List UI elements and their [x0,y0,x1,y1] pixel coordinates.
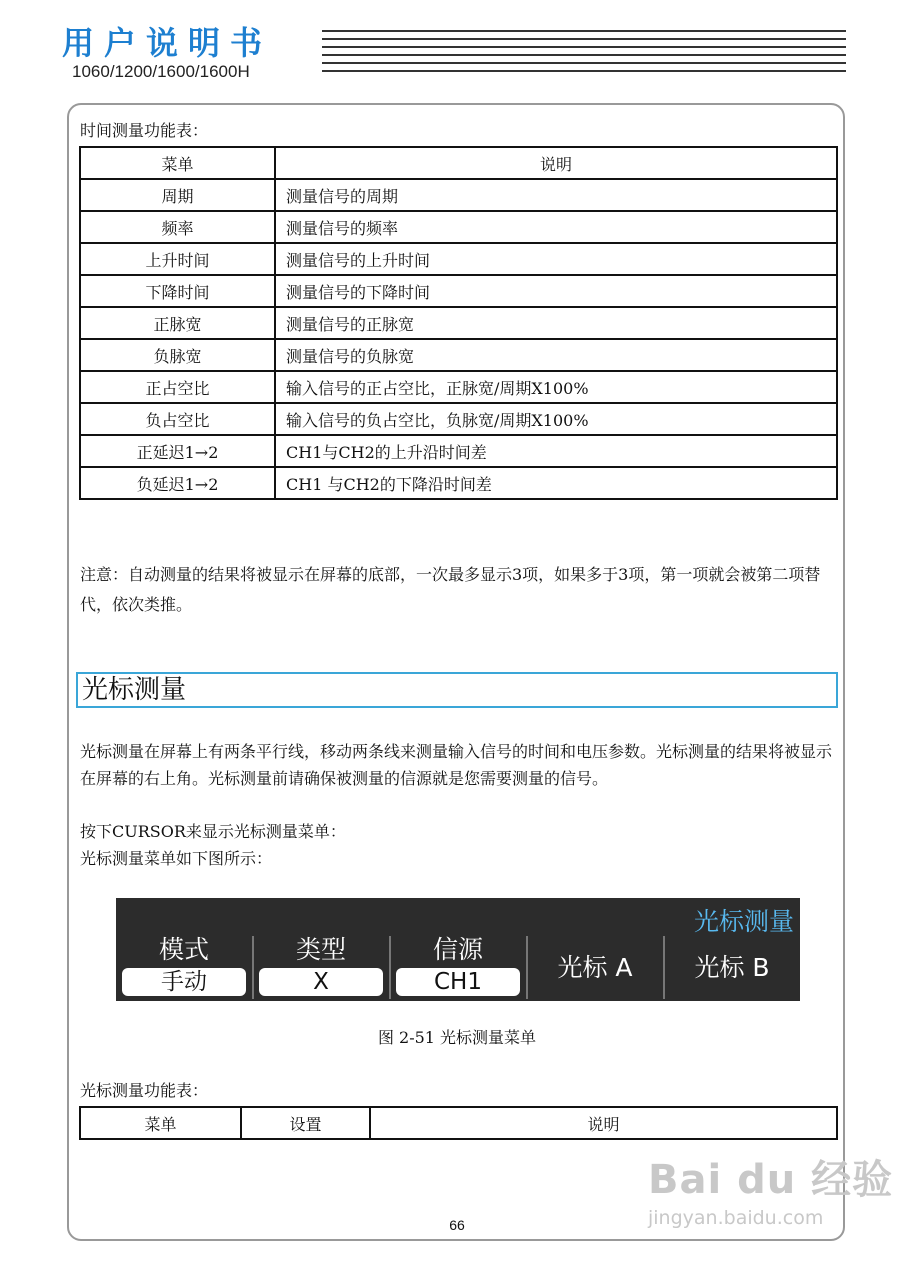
menu-item-label: 光标 B [694,953,770,982]
menu-separator [252,936,254,999]
header-title: 用户说明书 [62,24,273,62]
menu-item-cursor-a [529,936,661,999]
menu-item-value: 手动 [122,968,246,996]
menu-item-source [392,936,524,999]
table-cell: 正延迟1→2 [80,435,275,467]
menu-item-label: 光标 A [557,953,633,982]
table-row [80,275,837,307]
table-header-row [80,147,837,179]
cursor-press-instruction: 按下CURSOR来显示光标测量菜单： [80,822,346,841]
table-cell: 负延迟1→2 [80,467,275,499]
table-header-cell: 菜单 [80,1107,241,1139]
table-header-row [80,1107,837,1139]
section-title-box: 光标测量 [76,672,838,708]
table-header-cell: 设置 [241,1107,370,1139]
cursor-intro-paragraph: 光标测量在屏幕上有两条平行线，移动两条线来测量输入信号的时间和电压参数。光标测量的结果将被显示在屏幕的右上角。光标测量前请确保被测量的信源就是您需要测量的信号。 [80,742,833,788]
cursor-menu-figure [116,898,800,1001]
table-cell: 输入信号的负占空比，负脉宽/周期X100% [275,403,837,435]
table-row [80,339,837,371]
table-row [80,403,837,435]
table-cell: 输入信号的正占空比，正脉宽/周期X100% [275,371,837,403]
watermark-brand: Bai du 经验 [648,1157,894,1203]
table-cell: CH1与CH2的上升沿时间差 [275,435,837,467]
table-cell: 频率 [80,211,275,243]
page-number: 66 [449,1217,465,1233]
table-row [80,307,837,339]
table-row [80,179,837,211]
menu-item-cursor-b [666,936,798,999]
table-cell: 上升时间 [80,243,275,275]
header-model: 1060/1200/1600/1600H [72,62,250,81]
table-cell: 测量信号的下降时间 [275,275,837,307]
menu-title: 光标测量 [693,907,794,936]
watermark-url: jingyan.baidu.com [648,1207,824,1229]
table-cell: 测量信号的正脉宽 [275,307,837,339]
table-header-cell: 菜单 [80,147,275,179]
cursor-table-label: 光标测量功能表： [80,1081,209,1100]
table-row [80,371,837,403]
cursor-menu-intro: 光标测量菜单如下图所示： [80,849,273,868]
cursor-measure-table [79,1106,838,1140]
menu-item-type [255,936,387,999]
time-table-label: 时间测量功能表： [80,121,209,140]
menu-separator [389,936,391,999]
note-paragraph: 注意：自动测量的结果将被显示在屏幕的底部，一次最多显示3项，如果多于3项，第一项就会被第二项替代，依次类推。 [80,565,821,614]
menu-separator [663,936,665,999]
header-rule-lines [322,30,846,78]
table-row [80,435,837,467]
baidu-watermark [648,1148,893,1229]
menu-item-label: 类型 [295,935,346,964]
table-cell: 正脉宽 [80,307,275,339]
table-cell: 周期 [80,179,275,211]
time-measure-table [79,146,838,500]
table-cell: 下降时间 [80,275,275,307]
table-cell: 负脉宽 [80,339,275,371]
table-cell: 负占空比 [80,403,275,435]
table-cell: 正占空比 [80,371,275,403]
table-row [80,243,837,275]
menu-separator [526,936,528,999]
table-cell: CH1 与CH2的下降沿时间差 [275,467,837,499]
table-header-cell: 说明 [370,1107,837,1139]
menu-item-mode [118,936,250,999]
figure-caption: 图 2-51 光标测量菜单 [377,1028,537,1047]
table-cell: 测量信号的频率 [275,211,837,243]
menu-item-label: 模式 [158,935,209,964]
table-cell: 测量信号的周期 [275,179,837,211]
menu-item-value: CH1 [396,968,520,996]
menu-item-label: 信源 [432,935,483,964]
table-cell: 测量信号的上升时间 [275,243,837,275]
menu-item-value: X [259,968,383,996]
table-cell: 测量信号的负脉宽 [275,339,837,371]
table-header-cell: 说明 [275,147,837,179]
table-row [80,467,837,499]
table-row [80,211,837,243]
